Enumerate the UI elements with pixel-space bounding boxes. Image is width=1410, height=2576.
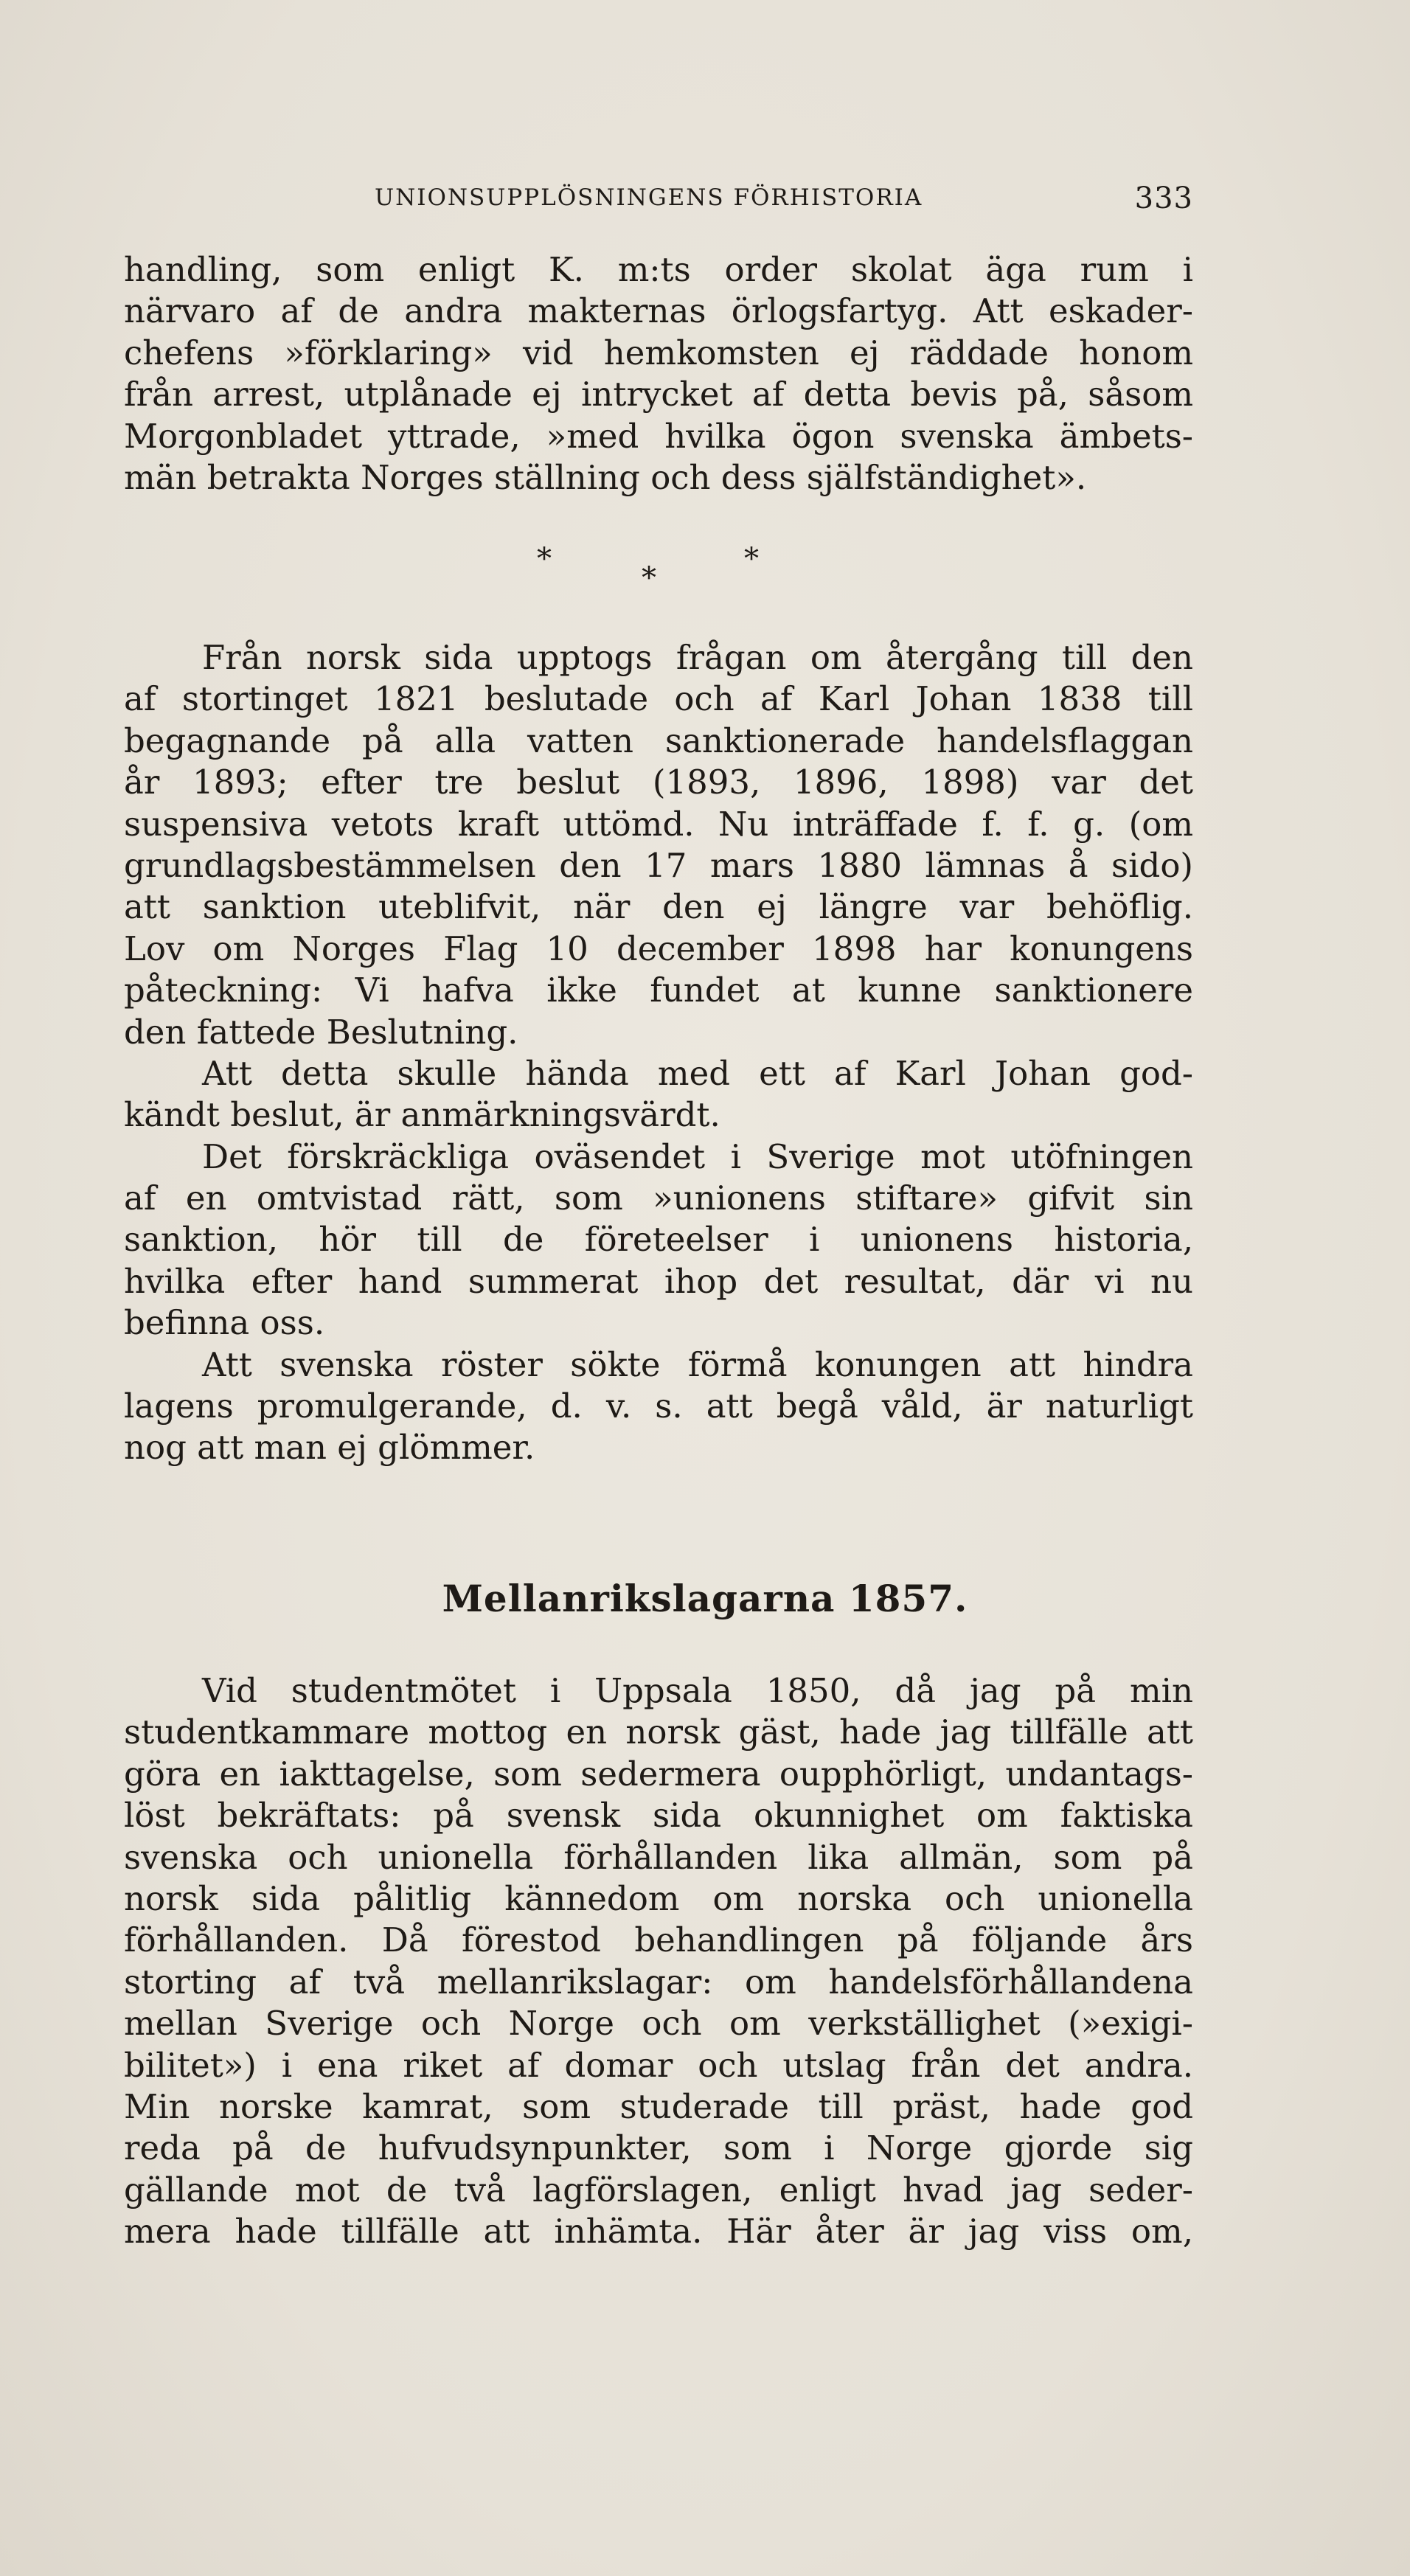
text-line: löst bekräftats: på svensk sida okunnighet om faktiska: [124, 1796, 1193, 1836]
asterisk: *: [642, 561, 656, 595]
text-line: nog att man ej glömmer.: [124, 1428, 535, 1468]
text-line: år 1893; efter tre beslut (1893, 1896, 1898) var det: [124, 763, 1193, 802]
text-line: begagnande på alla vatten sanktionerade handelsflaggan: [124, 721, 1193, 760]
text-line: studentkammare mottog en norsk gäst, hade jag tillfälle att: [124, 1712, 1193, 1752]
section-flag-question: [124, 637, 1193, 1469]
text-line: grundlagsbestämmelsen den 17 mars 1880 lämnas å sido): [124, 845, 1193, 885]
text-line: Morgonbladet yttrade, »med hvilka ögon svenska ämbets-: [124, 416, 1193, 456]
text-line: svenska och unionella förhållanden lika allmän, som på: [124, 1837, 1193, 1877]
text-line: Från norsk sida upptogs frågan om återgång till den: [202, 638, 1193, 677]
text-line: gällande mot de två lagförslagen, enligt hvad jag seder-: [124, 2170, 1193, 2209]
page-number: 333: [1134, 181, 1193, 215]
text-line: hvilka efter hand summerat ihop det resultat, där vi nu: [124, 1261, 1193, 1301]
text-line: göra en iakttagelse, som sedermera oupphörligt, undantags-: [124, 1754, 1193, 1794]
text-line: den fattede Beslutning.: [124, 1012, 518, 1052]
text-line: sanktion, hör till de företeelser i unionens historia,: [124, 1220, 1193, 1260]
text-line: Att detta skulle hända med ett af Karl Johan god-: [202, 1053, 1193, 1093]
text-line: storting af två mellanrikslagar: om handelsförhållandena: [124, 1962, 1193, 2002]
text-line: bilitet») i ena riket af domar och utslag från det andra.: [124, 2045, 1193, 2085]
text-line: norsk sida pålitlig kännedom om norska och unionella: [124, 1878, 1193, 1918]
text-line: män betrakta Norges ställning och dess själfständighet».: [124, 457, 1087, 497]
text-line: Min norske kamrat, som studerade till präst, hade god: [124, 2086, 1193, 2126]
asterisk: *: [537, 542, 552, 576]
text-line: mera hade tillfälle att inhämta. Här åter är jag viss om,: [124, 2212, 1193, 2252]
text-line: Att svenska röster sökte förmå konungen att hindra: [202, 1344, 1193, 1384]
text-line: förhållanden. Då förestod behandlingen på följande års: [124, 1920, 1193, 1960]
text-line: Vid studentmötet i Uppsala 1850, då jag på min: [202, 1671, 1193, 1710]
running-head: [124, 181, 1193, 218]
text-line: handling, som enligt K. m:ts order skolat äga rum i: [124, 250, 1193, 289]
text-line: att sanktion uteblifvit, när den ej längre var behöflig.: [124, 887, 1193, 927]
text-line: mellan Sverige och Norge och om verkställighet (»exigi-: [124, 2004, 1193, 2044]
text-line: lagens promulgerande, d. v. s. att begå våld, är naturligt: [124, 1386, 1193, 1426]
running-title: UNIONSUPPLÖSNINGENS FÖRHISTORIA: [375, 184, 923, 211]
text-line: närvaro af de andra makternas örlogsfartyg. Att eskader-: [124, 291, 1193, 331]
paragraph-continuation: [124, 249, 1193, 499]
text-line: reda på de hufvudsynpunkter, som i Norge gjorde sig: [124, 2128, 1193, 2168]
section-mellanrikslagarna: [124, 1670, 1193, 2252]
text-line: af en omtvistad rätt, som »unionens stiftare» gifvit sin: [124, 1178, 1193, 1218]
text-line: påteckning: Vi hafva ikke fundet at kunne sanktionere: [124, 971, 1193, 1010]
text-line: af stortinget 1821 beslutade och af Karl Johan 1838 till: [124, 679, 1193, 719]
text-line: Det förskräckliga oväsendet i Sverige mot utöfningen: [202, 1136, 1193, 1176]
text-line: Lov om Norges Flag 10 december 1898 har konungens: [124, 928, 1193, 968]
text-line: suspensiva vetots kraft uttömd. Nu inträffade f. f. g. (om: [124, 804, 1193, 844]
section-separator: [0, 542, 1410, 631]
text-line: befinna oss.: [124, 1303, 325, 1343]
text-line: chefens »förklaring» vid hemkomsten ej räddade honom: [124, 333, 1193, 372]
asterisk: *: [744, 542, 759, 576]
section-heading: Mellanrikslagarna 1857.: [442, 1577, 968, 1620]
text-line: från arrest, utplånade ej intrycket af detta bevis på, såsom: [124, 375, 1193, 414]
text-line: kändt beslut, är anmärkningsvärdt.: [124, 1095, 720, 1135]
